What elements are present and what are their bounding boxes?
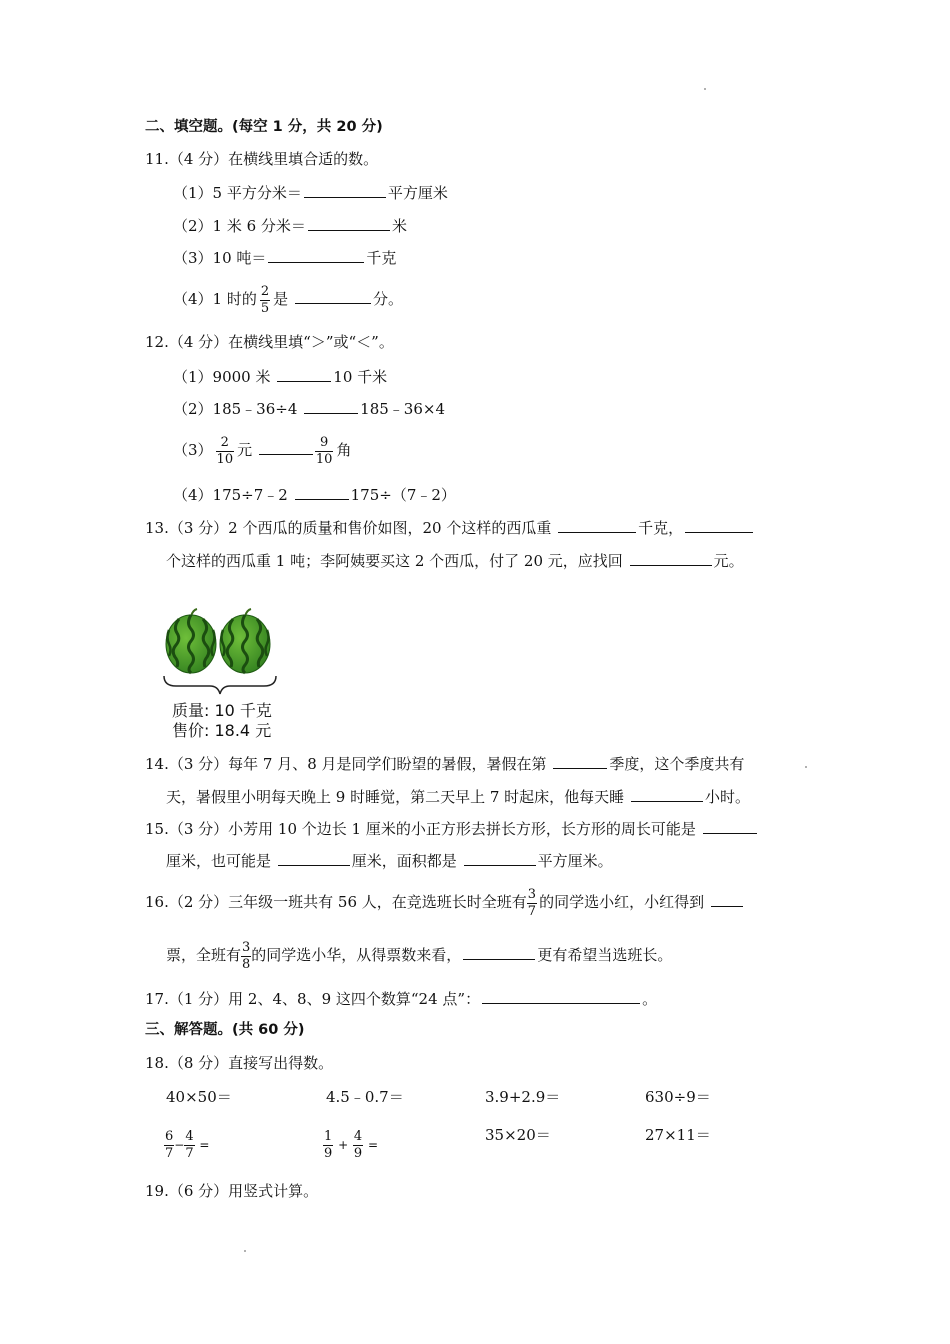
q11-part3 — [173, 246, 396, 268]
q12-p3-blank[interactable] — [259, 438, 313, 455]
q12-part3 — [173, 430, 351, 470]
q14-blank-2[interactable] — [631, 785, 703, 802]
q12-p1-blank[interactable] — [277, 365, 331, 382]
fraction-denominator: 9 — [353, 1145, 363, 1161]
section-3-title: 三、解答题。(共 60 分) — [145, 1022, 305, 1038]
fraction-numerator: 9 — [315, 435, 334, 452]
q13-blank-1[interactable] — [558, 516, 636, 533]
q18-f1-op: − — [174, 1138, 185, 1152]
q11-p4-prefix: （4）1 时的 — [173, 290, 257, 308]
q15-blank-3[interactable] — [464, 849, 536, 866]
q18-f1-b — [184, 1129, 194, 1162]
q16-blank-2[interactable] — [463, 943, 535, 960]
q11-p2-blank[interactable] — [308, 214, 390, 231]
q16-line2-a: 票，全班有 — [166, 946, 242, 964]
q11-p4-mid: 是 — [273, 290, 289, 308]
q14-line2 — [166, 785, 750, 807]
q11-p3-prefix: （3）10 吨＝ — [173, 249, 267, 267]
q18-item-3: 3.9+2.9＝ — [485, 1088, 561, 1106]
scan-dot — [704, 88, 706, 90]
q13-line1 — [145, 516, 755, 538]
q12-p3-fraction-2 — [315, 435, 334, 468]
q13-line1-end: 千克， — [638, 519, 684, 537]
fraction-numerator: 4 — [353, 1128, 363, 1144]
q18-f2-b — [353, 1129, 363, 1162]
q16-line1 — [145, 882, 745, 922]
q13-line2-end: 元。 — [713, 552, 744, 570]
q17-blank[interactable] — [482, 987, 640, 1004]
q11-p3-suffix: 千克 — [366, 249, 397, 267]
q15-line1-text: 15.（3 分）小芳用 10 个边长 1 厘米的小正方形去拼长方形，长方形的周长可能是 — [145, 820, 696, 838]
q11-p4-suffix: 分。 — [372, 290, 403, 308]
q16-fraction-1 — [527, 887, 537, 920]
q14-line1-text: 14.（3 分）每年 7 月、8 月是同学们盼望的暑假，暑假在第 — [145, 755, 547, 773]
fraction-denominator: 5 — [260, 300, 270, 316]
q13-line2-text: 个这样的西瓜重 1 吨；李阿姨要买这 2 个西瓜，付了 20 元，应找回 — [166, 552, 623, 570]
q15-line2-a: 厘米，也可能是 — [166, 852, 272, 870]
q15-line2-b: 厘米，面积都是 — [351, 852, 457, 870]
q17-line — [145, 987, 657, 1009]
q12-p2-blank[interactable] — [304, 397, 358, 414]
fraction-numerator: 2 — [216, 435, 235, 452]
q12-p3-unit1: 元 — [237, 441, 253, 459]
q12-p4-right: 175÷（7﹣2） — [350, 486, 456, 504]
q16-line2 — [166, 935, 672, 975]
q18-item-5 — [164, 1124, 209, 1165]
fraction-numerator: 3 — [527, 886, 537, 902]
q18-f2-op: + — [338, 1138, 349, 1152]
q15-line1 — [145, 817, 759, 839]
q12-part4 — [173, 483, 456, 505]
q15-blank-1[interactable] — [703, 817, 757, 834]
fraction-denominator: 10 — [315, 451, 333, 467]
q16-line1-end: 的同学选小红，小红得到 — [539, 893, 705, 911]
scan-dot — [805, 766, 807, 768]
q11-p1-blank[interactable] — [304, 181, 386, 198]
q18-stem: 18.（8 分）直接写出得数。 — [145, 1054, 334, 1072]
q18-f1-eq: = — [199, 1138, 210, 1152]
watermelon-figure — [160, 606, 282, 698]
q12-stem: 12.（4 分）在横线里填“＞”或“＜”。 — [145, 333, 394, 351]
q13-blank-3[interactable] — [630, 549, 712, 566]
q13-caption-mass: 质量: 10 千克 — [172, 701, 272, 720]
fraction-denominator: 7 — [527, 903, 537, 919]
fraction-denominator: 7 — [185, 1145, 194, 1161]
q18-f2-a — [323, 1129, 333, 1162]
q11-p1-suffix: 平方厘米 — [387, 184, 448, 202]
q11-part4 — [173, 280, 403, 318]
q11-part2 — [173, 214, 407, 236]
q12-part2 — [173, 397, 445, 419]
fraction-numerator: 3 — [242, 939, 251, 955]
q14-line1-end: 季度，这个季度共有 — [609, 755, 745, 773]
fraction-denominator: 8 — [242, 956, 251, 972]
q11-p4-fraction — [260, 284, 270, 317]
watermelon-icon-left — [166, 609, 216, 673]
q18-item-6 — [323, 1124, 378, 1165]
q16-line2-c: 更有希望当选班长。 — [537, 946, 673, 964]
q12-p2-left: （2）185﹣36÷4 — [173, 400, 298, 418]
q19-stem: 19.（6 分）用竖式计算。 — [145, 1182, 319, 1200]
q12-part1 — [173, 365, 387, 387]
q18-item-1: 40×50＝ — [166, 1088, 232, 1106]
q16-line1-text: 16.（2 分）三年级一班共有 56 人，在竞选班长时全班有 — [145, 893, 527, 911]
q14-line2-text: 天，暑假里小明每天晚上 9 时睡觉，第二天早上 7 时起床，他每天睡 — [166, 788, 625, 806]
fraction-denominator: 7 — [165, 1145, 174, 1161]
q11-p2-suffix: 米 — [391, 217, 407, 235]
q12-p1-right: 10 千米 — [333, 368, 388, 386]
q13-line1-text: 13.（3 分）2 个西瓜的质量和售价如图，20 个这样的西瓜重 — [145, 519, 552, 537]
q12-p4-blank[interactable] — [295, 483, 349, 500]
q11-p1-prefix: （1）5 平方分米＝ — [173, 184, 302, 202]
q18-f1-a — [164, 1129, 174, 1162]
q18-f2-eq: = — [367, 1138, 379, 1152]
q17-text: 17.（1 分）用 2、4、8、9 这四个数算“24 点”： — [145, 990, 481, 1008]
brace-icon — [164, 676, 276, 694]
q13-blank-2[interactable] — [685, 516, 753, 533]
q13-line2 — [166, 549, 744, 571]
q18-item-2: 4.5﹣0.7＝ — [326, 1088, 404, 1106]
q11-stem: 11.（4 分）在横线里填合适的数。 — [145, 150, 379, 168]
section-2-title: 二、填空题。(每空 1 分，共 20 分) — [145, 119, 383, 135]
q14-blank-1[interactable] — [553, 752, 607, 769]
watermelon-icon-right — [220, 609, 270, 673]
q18-item-4: 630÷9＝ — [645, 1088, 711, 1106]
fraction-numerator: 2 — [260, 283, 270, 299]
q13-caption-price: 售价: 18.4 元 — [172, 721, 272, 740]
q17-end: 。 — [642, 990, 658, 1008]
q12-p4-left: （4）175÷7﹣2 — [173, 486, 288, 504]
q15-line2-c: 平方厘米。 — [537, 852, 613, 870]
fraction-denominator: 9 — [324, 1145, 333, 1161]
q12-p3-unit2: 角 — [336, 441, 352, 459]
q11-part1 — [173, 181, 448, 203]
q15-line2 — [166, 849, 613, 871]
fraction-denominator: 10 — [216, 451, 234, 467]
fraction-numerator: 6 — [165, 1128, 174, 1144]
q16-line2-b: 的同学选小华，从得票数来看， — [251, 946, 462, 964]
q15-blank-2[interactable] — [278, 849, 350, 866]
q11-p4-blank[interactable] — [295, 287, 371, 304]
q12-p2-right: 185﹣36×4 — [360, 400, 445, 418]
q16-blank-1[interactable] — [711, 890, 743, 907]
q11-p2-prefix: （2）1 米 6 分米＝ — [173, 217, 306, 235]
q18-item-7: 35×20＝ — [485, 1126, 551, 1144]
q14-line2-end: 小时。 — [704, 788, 750, 806]
q12-p3-label: （3） — [173, 441, 213, 459]
q18-item-8: 27×11＝ — [645, 1126, 711, 1144]
fraction-numerator: 4 — [185, 1128, 194, 1144]
q12-p3-fraction-1 — [216, 435, 235, 468]
q11-p3-blank[interactable] — [268, 246, 364, 263]
q16-fraction-2 — [241, 940, 251, 973]
q12-p1-left: （1）9000 米 — [173, 368, 271, 386]
scan-dot — [244, 1250, 246, 1252]
q14-line1 — [145, 752, 744, 774]
fraction-numerator: 1 — [324, 1128, 333, 1144]
